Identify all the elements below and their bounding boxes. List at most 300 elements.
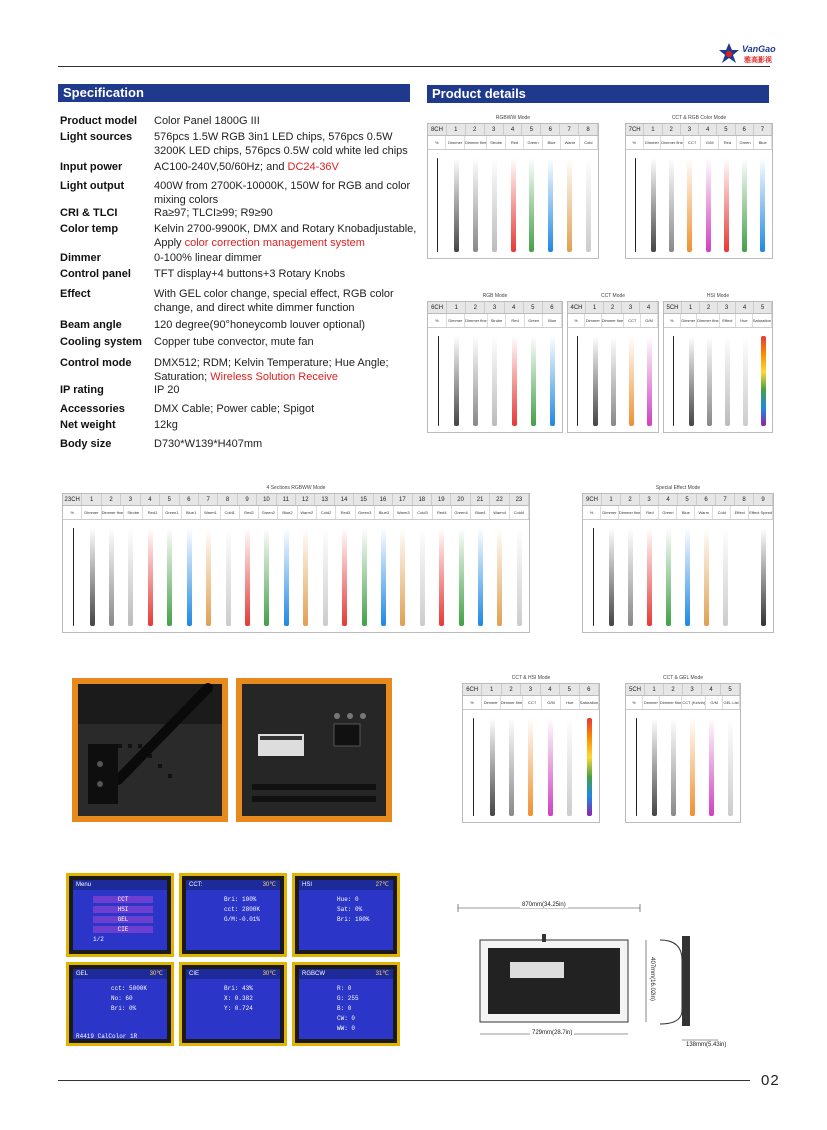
dmx-channel-bar <box>548 158 553 252</box>
dmx-channel-bar <box>689 336 694 426</box>
dmx-channel-label: Warm1 <box>201 506 220 519</box>
dmx-channel-number: 3 <box>485 124 504 135</box>
dmx-caption: RGBWW Mode <box>495 115 531 121</box>
dmx-channel-number: 1 <box>447 302 466 313</box>
page-number: 02 <box>761 1072 780 1089</box>
spec-value: Color Panel 1800G III <box>154 115 260 127</box>
dmx-channel-number: 2 <box>700 302 718 313</box>
dmx-channel-label: Cold4 <box>510 506 529 519</box>
dmx-channel-bar <box>587 718 592 816</box>
dmx-channel-number: 17 <box>393 494 412 505</box>
dmx-channel-bar <box>454 336 459 426</box>
dmx-channel-bar <box>473 336 478 426</box>
header-rule <box>58 66 770 67</box>
dmx-channel-number: 3 <box>718 302 736 313</box>
width-top-label: 870mm(34.25in) <box>522 902 566 908</box>
lcd-line: CCT <box>93 896 153 903</box>
dmx-channel-bar <box>567 718 572 816</box>
dmx-channel-number: 1 <box>482 684 501 695</box>
dmx-channel-number: 22 <box>490 494 509 505</box>
lcd-screen <box>66 962 174 1046</box>
dmx-channel-label: % <box>63 506 82 519</box>
dmx-channel-bar <box>439 528 444 626</box>
dmx-channel-bar <box>517 528 522 626</box>
dmx-chart <box>427 115 599 259</box>
dmx-channel-bar <box>245 528 250 626</box>
dmx-channel-bar <box>459 528 464 626</box>
dmx-channel-number: 1 <box>645 684 664 695</box>
lcd-temperature: 27℃ <box>375 882 389 888</box>
dmx-channel-label: G/M <box>641 314 658 327</box>
dmx-channel-bar <box>148 528 153 626</box>
lcd-line: No: 60 <box>111 995 133 1002</box>
dmx-channel-number: 1 <box>644 124 662 135</box>
dmx-channel-bar <box>492 336 497 426</box>
dmx-channel-bar <box>531 336 536 426</box>
spec-value: Kelvin 2700-9900K, DMX and Rotary Knobadjustable, Apply color correction management system <box>154 223 417 249</box>
dmx-channel-label: % <box>664 314 681 327</box>
dmx-channel-label: GEL List <box>723 696 740 709</box>
dmx-channel-bar <box>342 528 347 626</box>
dmx-channel-number: 8 <box>735 494 754 505</box>
wireless-antenna-icon <box>78 684 222 816</box>
dmx-channel-number: 9 <box>238 494 257 505</box>
dmx-channel-label: Red3 <box>336 506 355 519</box>
dmx-caption: HSI Mode <box>706 293 730 299</box>
dmx-channel-bar <box>490 718 495 816</box>
dmx-channel-label: Dimmer <box>585 314 602 327</box>
lcd-screen <box>66 873 174 957</box>
photo-antenna <box>72 678 228 822</box>
spec-value: IP 20 <box>154 384 180 396</box>
dmx-channel-label: Dimmer fine <box>619 506 642 519</box>
lcd-line: Hue: 0 <box>337 896 359 903</box>
dmx-channel-number: 4 <box>702 684 721 695</box>
dmx-channel-number: 1 <box>82 494 101 505</box>
dmx-channel-bar <box>666 528 671 626</box>
specification-heading: Specification <box>58 84 410 102</box>
dmx-channel-label: Dimmer fine <box>661 136 684 149</box>
spec-key: Effect <box>60 288 91 300</box>
dmx-channel-bar <box>550 336 555 426</box>
lcd-line: Bri: 43% <box>224 985 253 992</box>
logo-mark-icon <box>718 42 740 64</box>
dmx-channel-label: Dimmer fine <box>102 506 125 519</box>
dmx-channel-label: Strobe <box>487 136 505 149</box>
dmx-channel-number: 19 <box>432 494 451 505</box>
dmx-channel-bar <box>609 528 614 626</box>
spec-key: Control mode <box>60 357 132 369</box>
spec-value: AC100-240V,50/60Hz; and DC24-36V <box>154 161 339 173</box>
dmx-chart <box>567 293 659 433</box>
spec-key: Input power <box>60 161 123 173</box>
spec-key: Body size <box>60 438 112 450</box>
brand-logo <box>718 42 788 68</box>
dmx-channel-bar <box>109 528 114 626</box>
dmx-channel-label: Warm3 <box>394 506 413 519</box>
dmx-channel-bar <box>687 158 692 252</box>
spec-key: Light output <box>60 180 125 192</box>
dmx-channel-label: Green1 <box>163 506 182 519</box>
dmx-channel-number: 4 <box>736 302 754 313</box>
dmx-channel-label: Green4 <box>452 506 471 519</box>
dmx-channel-bar <box>497 528 502 626</box>
dmx-channel-label: Blue <box>754 136 772 149</box>
dmx-channel-bar <box>742 158 747 252</box>
dmx-channel-label: G/M <box>701 136 719 149</box>
dmx-channel-label: Dimmer fine <box>697 314 720 327</box>
lcd-title: HSI 27℃ <box>299 880 393 890</box>
dmx-channel-label: % <box>583 506 601 519</box>
lcd-line: CIE <box>93 926 153 933</box>
lcd-line: Bri: 0% <box>111 1005 137 1012</box>
dmx-channel-bar <box>420 528 425 626</box>
dmx-channel-number: 6CH <box>463 684 482 695</box>
spec-key: Color temp <box>60 223 119 235</box>
dmx-channel-number: 5CH <box>664 302 682 313</box>
dmx-channel-number: 2 <box>466 302 485 313</box>
spec-value: With GEL color change, special effect, RGB color change, and direct white dimmer function <box>154 288 394 314</box>
dmx-channel-number: 7 <box>560 124 579 135</box>
dmx-channel-label: Hue <box>561 696 580 709</box>
dmx-channel-label: Strobe <box>488 314 507 327</box>
dmx-channel-number: 4 <box>541 684 560 695</box>
spec-key: CRI & TLCI <box>60 207 118 219</box>
lcd-line: G/M:-0.01% <box>224 916 261 923</box>
dmx-channel-bar <box>628 528 633 626</box>
dmx-channel-bar <box>723 528 728 626</box>
dmx-channel-number: 1 <box>602 494 621 505</box>
lcd-title: GEL 30℃ <box>73 969 167 979</box>
dmx-channel-bar <box>611 336 616 426</box>
dmx-channel-number: 11 <box>277 494 296 505</box>
dmx-channel-label: Dimmer <box>446 136 464 149</box>
dmx-channel-label: Green3 <box>356 506 375 519</box>
dmx-channel-label: Blue1 <box>182 506 201 519</box>
dmx-channel-number: 9 <box>754 494 773 505</box>
dmx-caption: Special Effect Mode <box>655 485 701 491</box>
dmx-channel-number: 6 <box>543 302 562 313</box>
dmx-channel-label: Effect Speed <box>749 506 773 519</box>
dmx-channel-number: 5 <box>560 684 579 695</box>
dmx-channel-bar <box>167 528 172 626</box>
dmx-channel-number: 7 <box>716 494 735 505</box>
lcd-line: WW: 0 <box>337 1025 356 1032</box>
dmx-channel-bar <box>760 158 765 252</box>
dmx-channel-bar <box>400 528 405 626</box>
dmx-channel-label: Red4 <box>433 506 452 519</box>
dmx-channel-number: 5CH <box>626 684 645 695</box>
dmx-channel-label: % <box>428 136 446 149</box>
dmx-channel-label: Blue4 <box>471 506 490 519</box>
dmx-channel-bar <box>629 336 634 426</box>
product-details-heading: Product details <box>427 85 769 103</box>
width-bottom-label: 729mm(28.7in) <box>532 1030 573 1036</box>
dmx-channel-bar <box>128 528 133 626</box>
dmx-chart <box>625 675 741 823</box>
dmx-channel-number: 13 <box>315 494 334 505</box>
dmx-channel-number: 6 <box>580 684 599 695</box>
dmx-channel-number: 23CH <box>63 494 82 505</box>
dmx-channel-label: Dimmer fine <box>501 696 524 709</box>
dmx-chart <box>62 485 530 633</box>
dmx-channel-bar <box>743 336 748 426</box>
lcd-temperature: 31℃ <box>375 971 389 977</box>
lcd-line: B: 0 <box>337 1005 352 1012</box>
dmx-channel-bar <box>647 528 652 626</box>
dmx-channel-label: Dimmer <box>482 696 501 709</box>
dmx-channel-number: 7 <box>199 494 218 505</box>
spec-highlight: color correction management system <box>184 237 365 249</box>
dmx-channel-bar <box>586 158 591 252</box>
lcd-line: Bri: 100% <box>337 916 370 923</box>
dmx-channel-number: 4CH <box>568 302 586 313</box>
lcd-line: CW: 0 <box>337 1015 356 1022</box>
dmx-channel-bar <box>512 336 517 426</box>
photo-control-panel <box>236 678 392 822</box>
dmx-chart <box>427 293 563 433</box>
dmx-channel-label: Blue2 <box>278 506 297 519</box>
dmx-fader <box>673 336 674 426</box>
dmx-channel-bar <box>492 158 497 252</box>
dmx-channel-number: 20 <box>451 494 470 505</box>
dmx-fader <box>593 528 594 626</box>
dmx-channel-label: Cold <box>713 506 731 519</box>
dmx-channel-bar <box>478 528 483 626</box>
spec-value: TFT display+4 buttons+3 Rotary Knobs <box>154 268 346 280</box>
dmx-channel-number: 5 <box>717 124 735 135</box>
lcd-screen <box>179 873 287 957</box>
dmx-fader <box>473 718 474 816</box>
spec-value: 120 degree(90°honeycomb louver optional) <box>154 319 366 331</box>
dmx-channel-bar <box>548 718 553 816</box>
spec-key: Control panel <box>60 268 131 280</box>
dmx-channel-label: G/M <box>542 696 561 709</box>
dmx-channel-number: 3 <box>683 684 702 695</box>
dmx-caption: CCT & RGB Color Mode <box>671 115 727 121</box>
dmx-channel-number: 4 <box>505 302 524 313</box>
spec-key: Accessories <box>60 403 125 415</box>
dmx-fader <box>635 158 636 252</box>
dmx-channel-number: 5 <box>721 684 740 695</box>
dmx-channel-bar <box>509 718 514 816</box>
dmx-channel-label: CCT <box>624 314 641 327</box>
dmx-channel-label: Red <box>506 314 525 327</box>
dmx-channel-label: % <box>626 136 644 149</box>
dmx-channel-number: 2 <box>102 494 121 505</box>
dmx-channel-label: Blue <box>677 506 695 519</box>
dmx-channel-label: Dimmer fine <box>602 314 625 327</box>
spec-key: IP rating <box>60 384 104 396</box>
dmx-channel-number: 3 <box>622 302 640 313</box>
dmx-fader <box>438 336 439 426</box>
dmx-channel-bar <box>323 528 328 626</box>
dmx-channel-number: 16 <box>374 494 393 505</box>
lcd-line: Y: 0.724 <box>224 1005 253 1012</box>
dmx-channel-bar <box>529 158 534 252</box>
dmx-channel-number: 4 <box>504 124 523 135</box>
dmx-channel-bar <box>671 718 676 816</box>
dmx-channel-label: Saturation <box>753 314 772 327</box>
dmx-channel-number: 14 <box>335 494 354 505</box>
dmx-channel-number: 3 <box>521 684 540 695</box>
lcd-line: cct: 2800K <box>224 906 261 913</box>
depth-label: 138mm(5.43in) <box>686 1042 727 1048</box>
lcd-line: X: 0.382 <box>224 995 253 1002</box>
dimension-drawing <box>450 900 740 1050</box>
spec-value: 400W from 2700K-10000K, 150W for RGB and color mixing colors <box>154 180 411 206</box>
dmx-channel-label: % <box>626 696 643 709</box>
lcd-screen <box>292 962 400 1046</box>
dmx-channel-number: 1 <box>447 124 466 135</box>
lcd-temperature: 30℃ <box>149 971 163 977</box>
dmx-chart <box>462 675 600 823</box>
dmx-channel-label: Cold3 <box>413 506 432 519</box>
dmx-channel-number: 10 <box>257 494 276 505</box>
dmx-channel-label: Red2 <box>240 506 259 519</box>
dmx-channel-number: 5 <box>522 124 541 135</box>
lcd-screen <box>292 873 400 957</box>
dmx-channel-number: 4 <box>699 124 717 135</box>
dmx-channel-label: Effect <box>720 314 737 327</box>
dmx-channel-bar <box>511 158 516 252</box>
dmx-channel-bar <box>284 528 289 626</box>
dmx-channel-label: % <box>428 314 447 327</box>
dmx-channel-bar <box>264 528 269 626</box>
dmx-channel-bar <box>303 528 308 626</box>
dmx-caption: 4 Sections RGBWW Mode <box>266 485 326 491</box>
dmx-channel-label: Red1 <box>143 506 162 519</box>
dmx-channel-number: 6 <box>180 494 199 505</box>
dmx-caption: CCT Mode <box>600 293 626 299</box>
dmx-channel-number: 2 <box>663 124 681 135</box>
lcd-screen <box>179 962 287 1046</box>
spec-value: 12kg <box>154 419 178 431</box>
dmx-fader <box>577 336 578 426</box>
lcd-line: R4419 CalColor 1R <box>76 1033 138 1040</box>
brand-name: VanGao <box>742 44 776 54</box>
dmx-channel-label: CCT <box>684 136 702 149</box>
dmx-channel-number: 5 <box>678 494 697 505</box>
dmx-chart <box>663 293 773 433</box>
dmx-channel-label: Warm4 <box>490 506 509 519</box>
dmx-channel-bar <box>454 158 459 252</box>
lcd-line: 1/2 <box>93 936 104 943</box>
dmx-channel-label: % <box>568 314 585 327</box>
dmx-channel-number: 8 <box>579 124 598 135</box>
dmx-channel-number: 5 <box>160 494 179 505</box>
dmx-fader <box>73 528 74 626</box>
lcd-title: CCT: 30℃ <box>186 880 280 890</box>
dmx-channel-label: Green <box>737 136 755 149</box>
dmx-channel-label: Warm <box>561 136 579 149</box>
dmx-channel-label: Strobe <box>124 506 143 519</box>
dmx-channel-bar <box>651 158 656 252</box>
lcd-line: G: 255 <box>337 995 359 1002</box>
dmx-channel-label: Red <box>641 506 659 519</box>
dmx-channel-label: Red <box>719 136 737 149</box>
dmx-channel-number: 2 <box>604 302 622 313</box>
dmx-channel-number: 18 <box>413 494 432 505</box>
dmx-channel-label: Dimmer fine <box>465 136 488 149</box>
dmx-channel-label: G/M <box>706 696 723 709</box>
dmx-channel-label: Saturation <box>580 696 599 709</box>
dmx-channel-label: % <box>463 696 482 709</box>
dmx-channel-label: Cold2 <box>317 506 336 519</box>
dmx-channel-number: 4 <box>640 302 658 313</box>
dmx-channel-number: 3 <box>121 494 140 505</box>
dmx-channel-label: Warm2 <box>298 506 317 519</box>
spec-value: DMX512; RDM; Kelvin Temperature; Hue Angle; Saturation; Wireless Solution Receive <box>154 357 389 383</box>
lcd-temperature: 30℃ <box>262 882 276 888</box>
spec-value: 576pcs 1.5W RGB 3in1 LED chips, 576pcs 0.5W 3200K LED chips, 576pcs 0.5W cold white led chips <box>154 131 408 157</box>
dmx-channel-bar <box>709 718 714 816</box>
dmx-channel-number: 7 <box>754 124 772 135</box>
dmx-channel-bar <box>206 528 211 626</box>
dmx-channel-number: 6CH <box>428 302 447 313</box>
dmx-channel-label: Dimmer <box>601 506 619 519</box>
dmx-channel-number: 8 <box>218 494 237 505</box>
dmx-channel-number: 9CH <box>583 494 602 505</box>
dmx-channel-bar <box>761 528 766 626</box>
dmx-channel-label: Green <box>659 506 677 519</box>
lcd-title: CIE 30℃ <box>186 969 280 979</box>
dmx-channel-number: 6 <box>736 124 754 135</box>
dmx-channel-label: Dimmer fine <box>465 314 488 327</box>
dmx-channel-label: Dimmer fine <box>660 696 683 709</box>
dmx-channel-bar <box>473 158 478 252</box>
dmx-channel-number: 5 <box>524 302 543 313</box>
dmx-channel-bar <box>724 158 729 252</box>
lcd-line: Sat: 0% <box>337 906 363 913</box>
dmx-channel-label: Green <box>524 136 542 149</box>
dmx-channel-number: 21 <box>471 494 490 505</box>
lcd-line: Bri: 100% <box>224 896 257 903</box>
dmx-channel-bar <box>647 336 652 426</box>
dmx-channel-number: 7CH <box>626 124 644 135</box>
dmx-channel-bar <box>690 718 695 816</box>
lcd-title: Menu <box>73 880 167 890</box>
dmx-channel-bar <box>685 528 690 626</box>
dmx-channel-label: Cold1 <box>221 506 240 519</box>
dmx-channel-number: 4 <box>141 494 160 505</box>
dmx-channel-label: Green2 <box>259 506 278 519</box>
dmx-channel-label: Cold <box>580 136 598 149</box>
dmx-channel-bar <box>669 158 674 252</box>
dmx-channel-number: 5 <box>754 302 772 313</box>
dmx-channel-number: 3 <box>640 494 659 505</box>
dmx-channel-bar <box>761 336 766 426</box>
spec-key: Beam angle <box>60 319 122 331</box>
dmx-channel-label: CCT (Kelvin) <box>682 696 706 709</box>
dmx-channel-bar <box>567 158 572 252</box>
dmx-channel-label: Hue <box>736 314 753 327</box>
dmx-fader <box>636 718 637 816</box>
dmx-channel-bar <box>725 336 730 426</box>
dmx-channel-label: Dimmer <box>643 696 660 709</box>
dmx-channel-label: Dimmer <box>82 506 101 519</box>
dmx-channel-bar <box>187 528 192 626</box>
dmx-caption: CCT & HSI Mode <box>511 675 551 681</box>
dmx-channel-label: Dimmer <box>447 314 466 327</box>
dmx-channel-number: 23 <box>510 494 529 505</box>
spec-value: Copper tube convector, mute fan <box>154 336 314 348</box>
dmx-channel-number: 3 <box>681 124 699 135</box>
dmx-caption: RGB Mode <box>482 293 508 299</box>
dmx-channel-label: Dimmer <box>644 136 662 149</box>
dmx-channel-bar <box>362 528 367 626</box>
dmx-channel-bar <box>728 718 733 816</box>
